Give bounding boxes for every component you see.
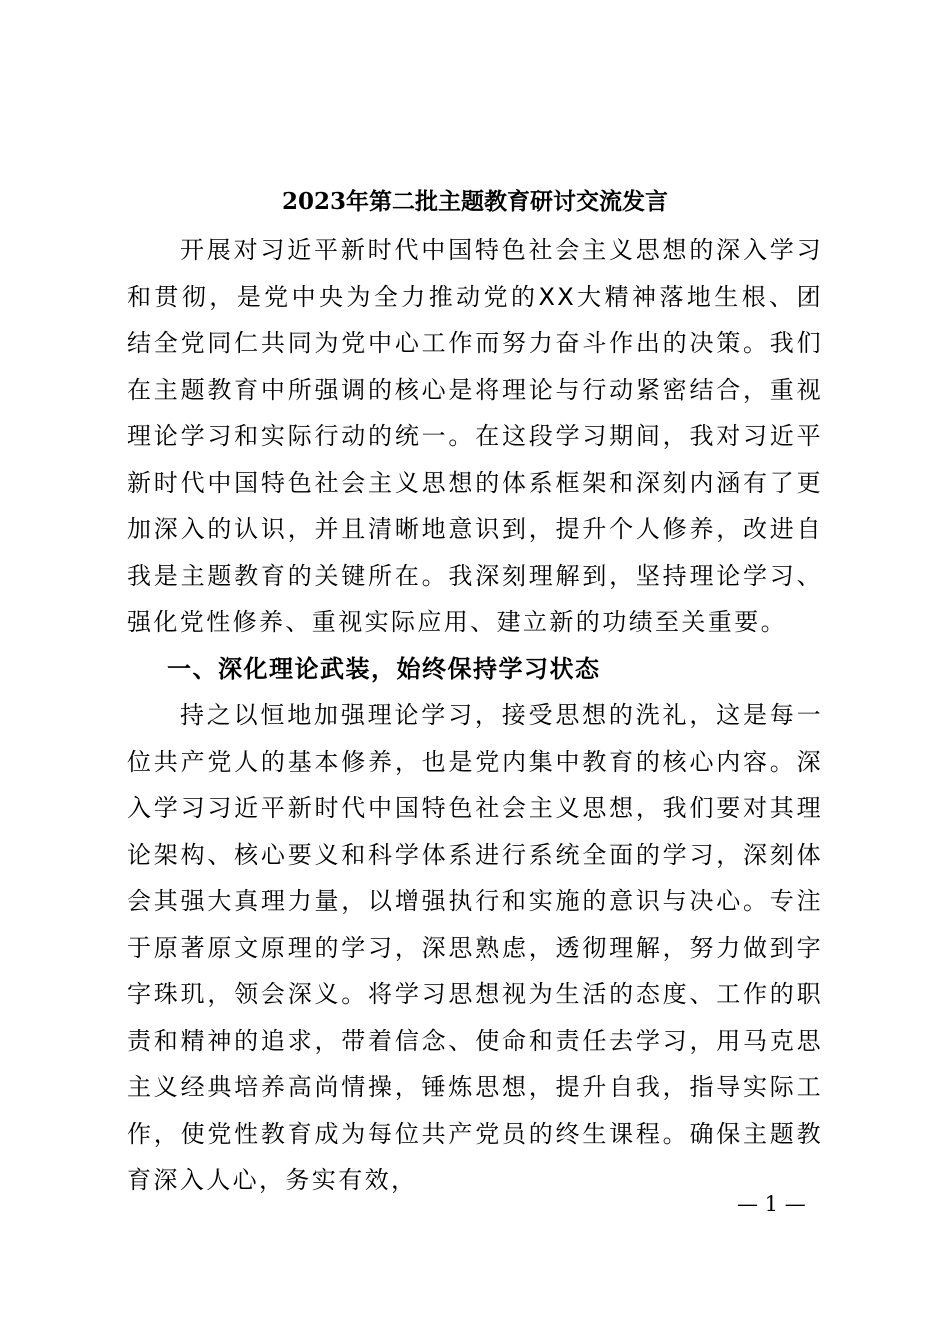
paragraph-intro: 开展对习近平新时代中国特色社会主义思想的深入学习和贯彻，是党中央为全力推动党的XX大精神落地生根、团结全党同仁共同为党中心工作而努力奋斗作出的决策。我们在主题教育中所强调的核心是将理论与行动紧密结合，重视理论学习和实际行动的统一。在这段学习期间，我对习近平新时代中国特色社会主义思想的体系框架和深刻内涵有了更加深入的认识，并且清晰地意识到，提升个人修养，改进自我是主题教育的关键所在。我深刻理解到，坚持理论学习、强化党性修养、重视实际应用、建立新的功绩至关重要。 [127,236,823,636]
document-body [127,227,823,1204]
page-number: — 1 — [737,1192,806,1216]
document-title: 2023年第二批主题教育研讨交流发言 [281,188,668,215]
paragraph-section-1: 持之以恒地加强理论学习，接受思想的洗礼，这是每一位共产党人的基本修养，也是党内集中教育的核心内容。深入学习习近平新时代中国特色社会主义思想，我们要对其理论架构、核心要义和科学体系进行系统全面的学习，深刻体会其强大真理力量，以增强执行和实施的意识与决心。专注于原著原文原理的学习，深思熟虑，透彻理解，努力做到字字珠玑，领会深义。将学习思想视为生活的态度、工作的职责和精神的追求，带着信念、使命和责任去学习，用马克思主义经典培养高尚情操，锤炼思想，提升自我，指导实际工作，使党性教育成为每位共产党员的终生课程。确保主题教育深入人心，务实有效， [127,701,823,1194]
section-heading-1: 一、深化理论武装，始终保持学习状态 [167,654,601,683]
